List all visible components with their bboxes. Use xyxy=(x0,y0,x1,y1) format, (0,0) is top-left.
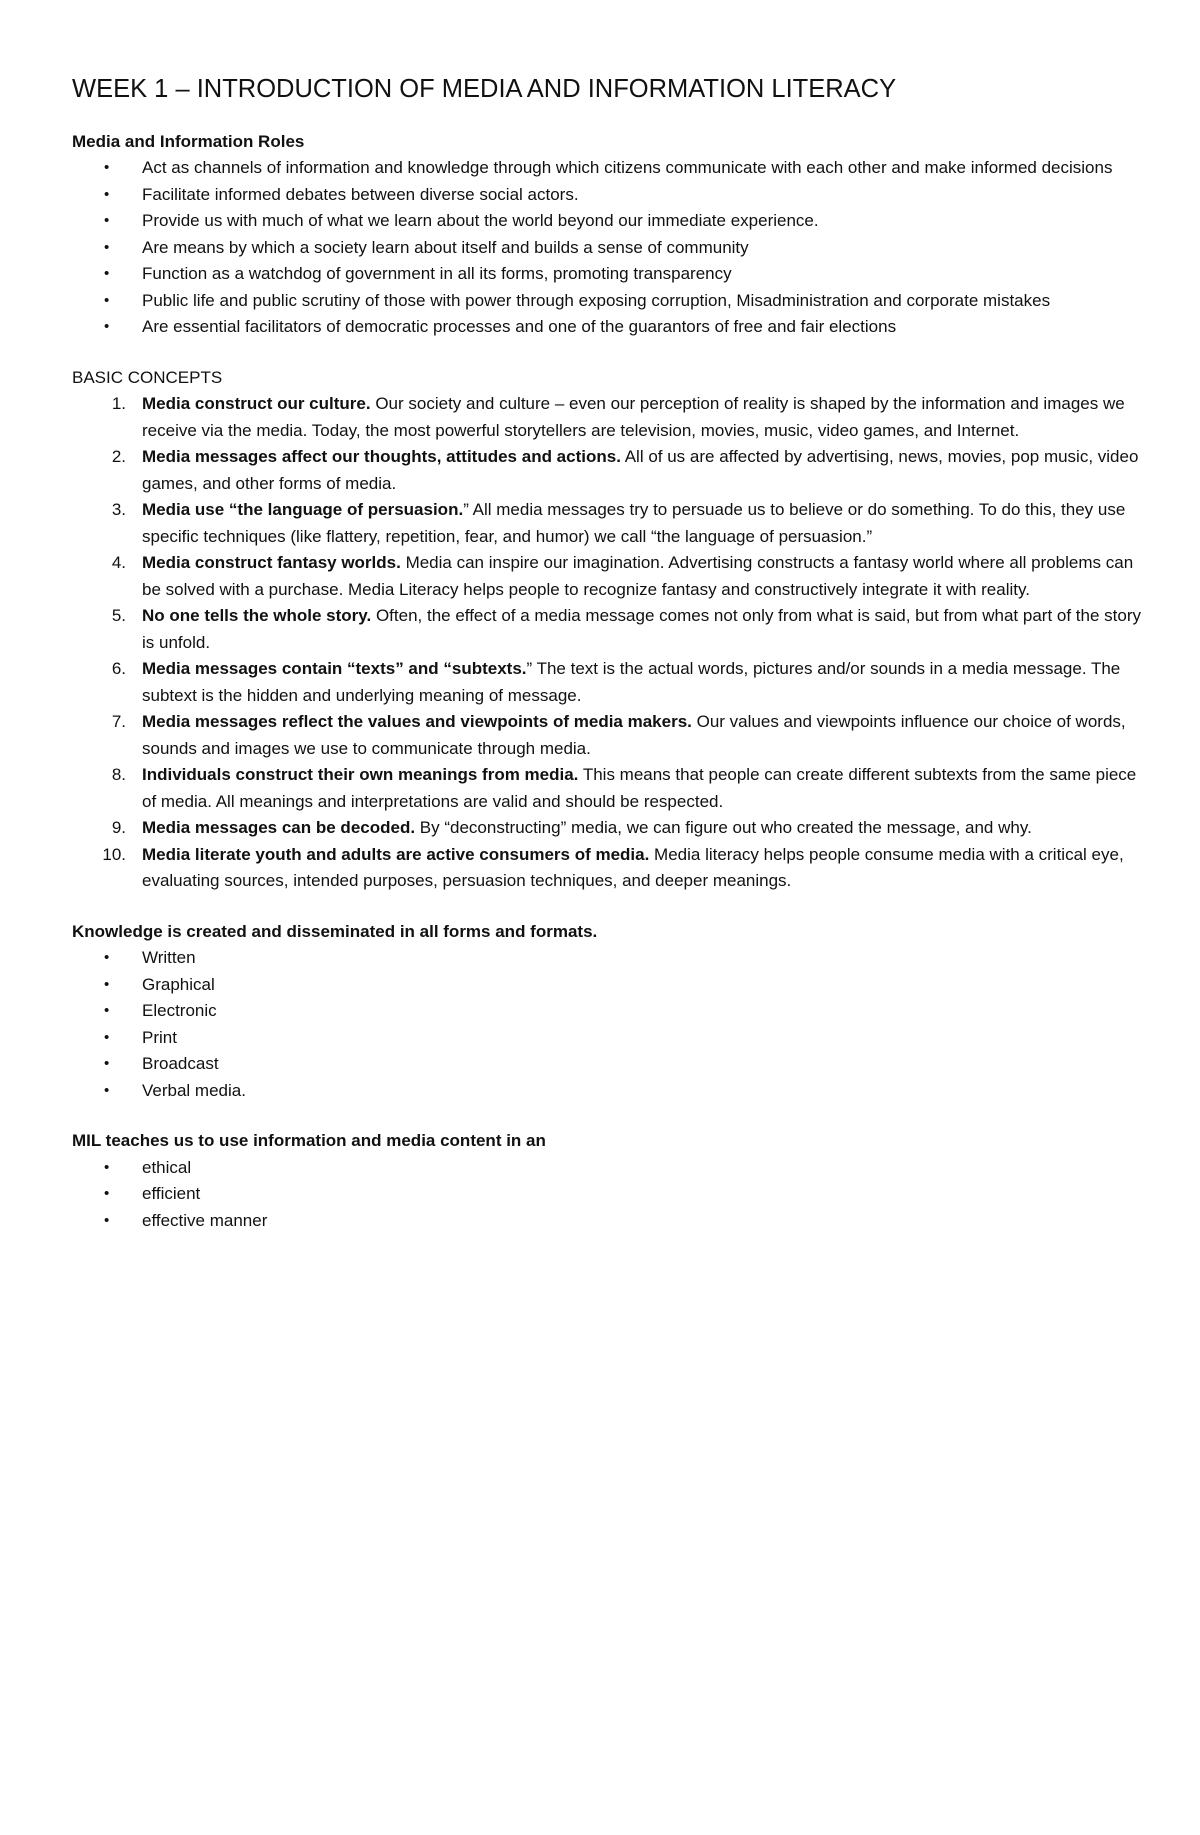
list-item: • Broadcast xyxy=(72,1051,1142,1078)
list-item: • Function as a watchdog of government in all its forms, promoting transparency xyxy=(72,261,1142,288)
concept-lead: Media literate youth and adults are active consumers of media. xyxy=(142,844,650,864)
concept-text: Media literacy helps people consume media with a critical eye, evaluating sources, intended purposes, persuasion techniques, and deeper meanings. xyxy=(142,844,1124,891)
section-gap xyxy=(72,341,1142,365)
concept-text: This means that people can create different subtexts from the same piece of media. All meanings and interpretations are valid and should be respected. xyxy=(142,765,1137,811)
concept-lead: Media messages reflect the values and viewpoints of media makers. xyxy=(142,712,692,732)
concept-lead: Media construct fantasy worlds. xyxy=(142,553,401,573)
list-item: • ethical xyxy=(72,1155,1142,1182)
section-gap xyxy=(72,895,1142,919)
bullet-icon: • xyxy=(104,159,110,177)
knowledge-heading: Knowledge is created and disseminated in all forms and formats. xyxy=(72,921,598,941)
list-item: • Electronic xyxy=(72,998,1142,1025)
concept-lead: Media messages affect our thoughts, attitudes and actions. xyxy=(142,447,621,467)
list-item: • Are means by which a society learn about itself and builds a sense of community xyxy=(72,235,1142,262)
concept-text: ” All media messages try to persuade us to believe or do something. To do this, they use specific techniques (like flattery, repetition, fear, and humor) we call “the language of persuasion.” xyxy=(142,500,1126,546)
concept-lead: Media messages can be decoded. xyxy=(142,818,416,838)
bullet-icon: • xyxy=(104,185,110,203)
list-item: • Public life and public scrutiny of those with power through exposing corruption, Misadministration and corporate mistakes xyxy=(72,288,1142,315)
mil-list xyxy=(72,1155,1142,1235)
concept-item xyxy=(72,391,1142,444)
concept-item xyxy=(72,842,1142,895)
concept-item xyxy=(72,603,1142,656)
bullet-icon: • xyxy=(104,1028,110,1046)
bullet-icon: • xyxy=(104,1081,110,1099)
concept-text: ” The text is the actual words, pictures and/or sounds in a media message. The subtext is the hidden and underlying meaning of message. xyxy=(142,659,1121,705)
item-number: 1. xyxy=(111,394,126,414)
bullet-icon: • xyxy=(104,212,110,230)
concept-item xyxy=(72,656,1142,709)
item-number: 5. xyxy=(111,606,126,626)
item-number: 9. xyxy=(111,818,126,838)
concept-text: Our society and culture – even our perception of reality is shaped by the information and images we receive via the media. Today, the most powerful storytellers are television, movies, music, video games, and Internet. xyxy=(142,394,1125,440)
concept-item xyxy=(72,762,1142,815)
bullet-icon: • xyxy=(104,1211,110,1229)
list-item: • Provide us with much of what we learn about the world beyond our immediate experience. xyxy=(72,208,1142,235)
concept-item xyxy=(72,550,1142,603)
mil-heading: MIL teaches us to use information and media content in an xyxy=(72,1131,546,1151)
item-number: 6. xyxy=(111,659,126,679)
bullet-icon: • xyxy=(104,238,110,256)
item-number: 3. xyxy=(111,500,126,520)
list-item: • efficient xyxy=(72,1181,1142,1208)
mil-section xyxy=(72,1128,1142,1234)
bullet-icon: • xyxy=(104,1185,110,1203)
concept-item xyxy=(72,444,1142,497)
roles-section xyxy=(72,129,1142,341)
bullet-icon: • xyxy=(104,265,110,283)
knowledge-list xyxy=(72,945,1142,1104)
bullet-icon: • xyxy=(104,291,110,309)
roles-heading: Media and Information Roles xyxy=(72,131,305,151)
bullet-icon: • xyxy=(104,318,110,336)
list-item: • Act as channels of information and knowledge through which citizens communicate with each other and make informed decisions xyxy=(72,155,1142,182)
roles-list xyxy=(72,155,1142,341)
concept-lead: Media construct our culture. xyxy=(142,394,371,414)
concept-lead: Media messages contain “texts” and “subtexts. xyxy=(142,659,527,679)
bullet-icon: • xyxy=(104,975,110,993)
concept-text: Often, the effect of a media message comes not only from what is said, but from what part of the story is unfold. xyxy=(142,606,1141,652)
concept-text: Media can inspire our imagination. Advertising constructs a fantasy world where all problems can be solved with a purchase. Media Literacy helps people to recognize fantasy and constructively integrate it with reality. xyxy=(142,553,1134,599)
item-number: 8. xyxy=(111,765,126,785)
list-item: • effective manner xyxy=(72,1208,1142,1235)
concepts-list xyxy=(72,391,1142,895)
list-item: • Facilitate informed debates between diverse social actors. xyxy=(72,182,1142,209)
list-item: • Graphical xyxy=(72,972,1142,999)
bullet-icon: • xyxy=(104,1055,110,1073)
concept-text: By “deconstructing” media, we can figure out who created the message, and why. xyxy=(415,818,1032,838)
section-gap xyxy=(72,1104,1142,1128)
concept-lead: No one tells the whole story. xyxy=(142,606,372,626)
concept-item xyxy=(72,709,1142,762)
list-item: • Verbal media. xyxy=(72,1078,1142,1105)
list-item: • Written xyxy=(72,945,1142,972)
item-number: 10. xyxy=(102,844,126,864)
item-number: 2. xyxy=(111,447,126,467)
bullet-icon: • xyxy=(104,1158,110,1176)
bullet-icon: • xyxy=(104,949,110,967)
document-page xyxy=(72,74,1142,1234)
item-number: 7. xyxy=(111,712,126,732)
bullet-icon: • xyxy=(104,1002,110,1020)
concept-item xyxy=(72,497,1142,550)
concept-text: Our values and viewpoints influence our choice of words, sounds and images we use to communicate through media. xyxy=(142,712,1126,758)
list-item: • Print xyxy=(72,1025,1142,1052)
concept-lead: Individuals construct their own meanings from media. xyxy=(142,765,579,785)
concepts-section xyxy=(72,365,1142,895)
concept-text: All of us are affected by advertising, news, movies, pop music, video games, and other forms of media. xyxy=(142,447,1139,493)
page-title: WEEK 1 – INTRODUCTION OF MEDIA AND INFORMATION LITERACY xyxy=(72,75,897,103)
concept-item xyxy=(72,815,1142,842)
concepts-heading: BASIC CONCEPTS xyxy=(72,367,223,387)
concept-lead: Media use “the language of persuasion. xyxy=(142,500,464,520)
list-item: • Are essential facilitators of democratic processes and one of the guarantors of free and fair elections xyxy=(72,314,1142,341)
knowledge-section xyxy=(72,919,1142,1105)
item-number: 4. xyxy=(111,553,126,573)
